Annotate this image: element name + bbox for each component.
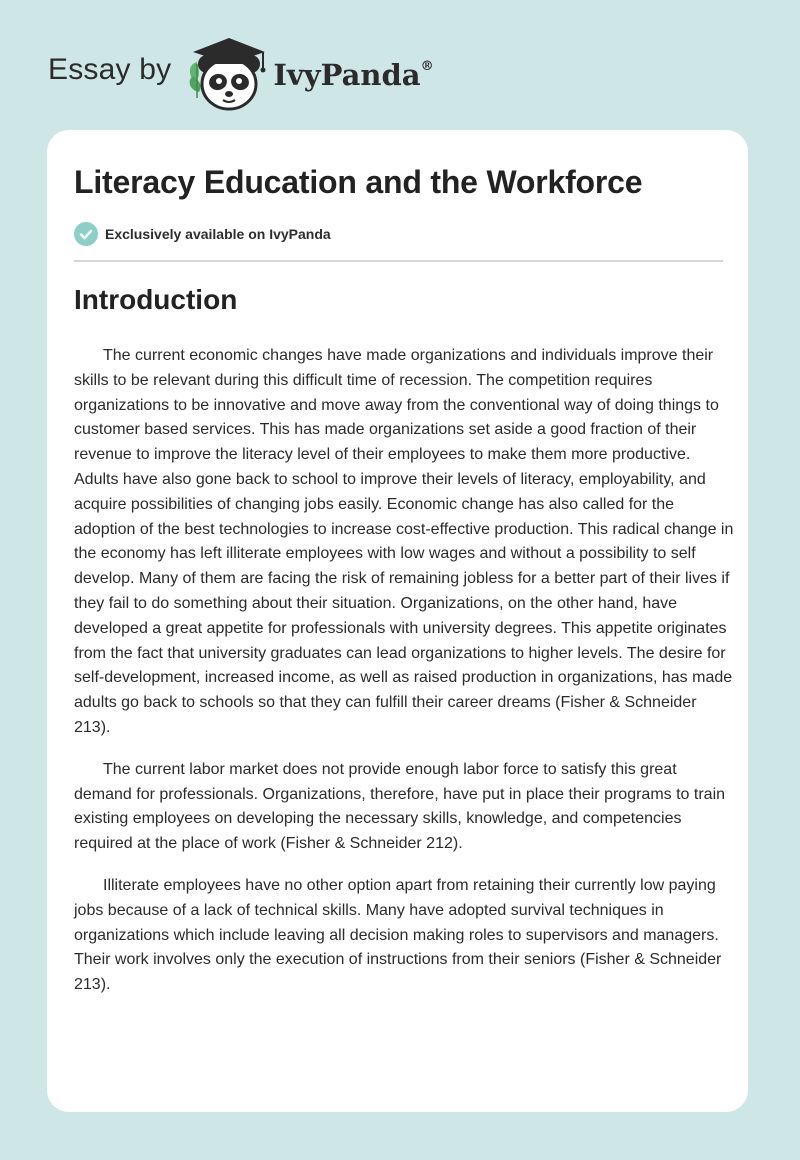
article-body: [74, 344, 734, 1015]
essay-by-label: Essay by: [48, 53, 172, 86]
title-divider: [74, 260, 723, 262]
page-title: Literacy Education and the Workforce: [74, 164, 643, 200]
section-heading-introduction: Introduction: [74, 284, 238, 315]
registered-mark: ®: [420, 59, 434, 75]
brand-name[interactable]: [273, 58, 433, 92]
panda-graduation-cap-logo-icon[interactable]: [185, 34, 273, 114]
brand-name-text: IvyPanda: [273, 58, 421, 92]
paragraph-3: Illiterate employees have no other option apart from retaining their currently low paying jobs because of a lack of technical skills. Many have adopted survival techniques in organizations which include leaving all decision making roles to supervisors and managers. Their work involves only the execution of instructions from their seniors (Fisher & Schneider 213).: [74, 876, 722, 994]
essay-card: [47, 130, 748, 1112]
paragraph-1: The current economic changes have made organizations and individuals improve their skills to be relevant during this difficult time of recession. The competition requires organizations to be innovative and move away from the conventional way of doing things to customer based services. This has made organizations set aside a good fraction of their revenue to improve the literacy level of their employees to make them more productive. Adults have also gone back to school to improve their levels of literacy, employability, and acquire possibilities of changing jobs easily. Economic change has also called for the adoption of the best technologies to increase cost-effective production. This radical change in the economy has left illiterate employees with low wages and without a possibility to self develop. Many of them are facing the risk of remaining jobless for a better part of their lives if they fail to do something about their situation. Organizations, on the other hand, have developed a great appetite for professionals with university degrees. This appetite originates from the fact that university graduates can lead organizations to higher levels. The desire for self-development, increased income, as well as raised production in organizations, has made adults go back to schools so that they can fulfill their career dreams (Fisher & Schneider 213).: [74, 347, 734, 736]
check-circle-icon: [74, 222, 98, 246]
exclusive-badge-text: Exclusively available on IvyPanda: [105, 226, 331, 242]
paragraph-2: The current labor market does not provide enough labor force to satisfy this great demand for professionals. Organizations, therefore, have put in place their programs to train existing employees on developing the necessary skills, knowledge, and competencies required at the place of work (Fisher & Schneider 212).: [74, 760, 726, 853]
exclusive-badge: [74, 222, 331, 246]
site-header: [48, 34, 434, 114]
